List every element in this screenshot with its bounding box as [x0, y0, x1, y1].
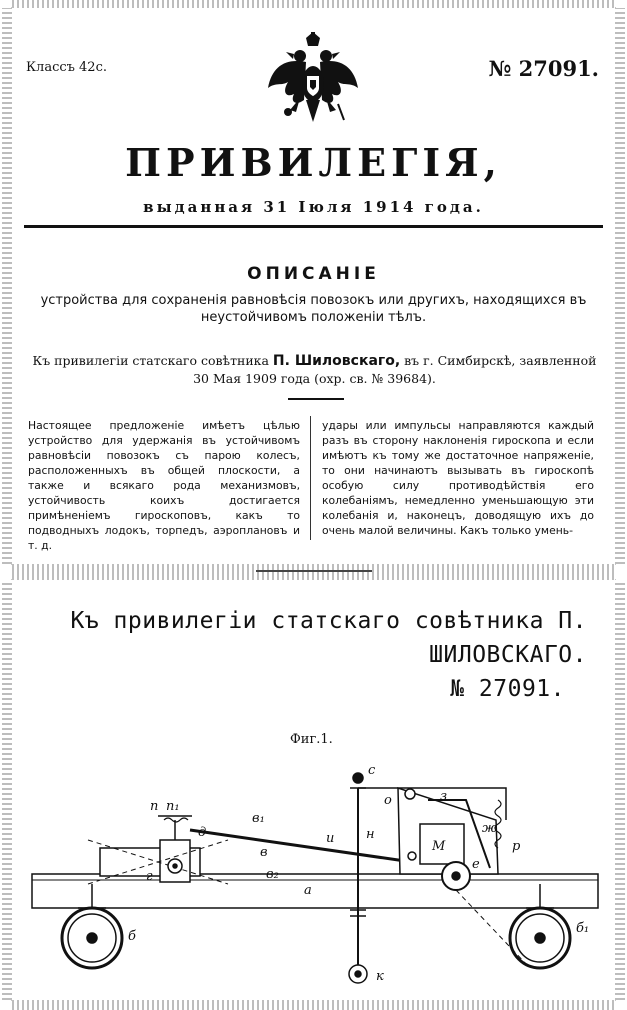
drawing-heading-line1: Къ привилегіи статскаго совѣтника П. ШИЛОВСКАГО. — [70, 608, 587, 668]
description-heading: ОПИСАНІЕ — [247, 264, 380, 284]
label-k: к — [376, 969, 384, 984]
body-text-right-column: удары или импульсы направляются каждый разъ въ сторону наклоненія гироскопа и если имѣютъ къ тому же достаточное напряженіе, то они начинаютъ вызывать въ гироскопѣ особую силу противодѣйствія его колебаніямъ, немедленно уменьшающую эти колебанія и, наконецъ, доводящую ихъ до очень малой величины. Какъ только умень- — [322, 419, 594, 537]
label-o: о — [384, 793, 392, 808]
page-separator — [256, 570, 372, 572]
header-divider — [24, 225, 603, 228]
label-n1: n₁ — [166, 799, 180, 814]
imperial-eagle-emblem — [266, 32, 360, 128]
label-g: г — [146, 869, 153, 884]
label-n: n — [150, 799, 159, 814]
label-v2: в₂ — [266, 867, 279, 882]
issue-date: выданная 31 Іюля 1914 года. — [143, 198, 484, 216]
document-title: ПРИВИЛЕГІЯ, — [125, 140, 502, 185]
applicant-info — [26, 352, 603, 388]
class-label: Классъ 42с. — [26, 60, 107, 75]
technical-drawing-fig1 — [28, 760, 603, 996]
applicant-suffix: въ г. Симбирскѣ, заявленной 30 Мая 1909 года (охр. св. № 39684). — [193, 353, 597, 386]
figure-label: Фиг.1. — [290, 732, 333, 747]
label-p: р — [512, 839, 521, 854]
drawing-heading — [60, 604, 587, 706]
label-d: д — [198, 825, 207, 840]
label-h: н — [366, 827, 375, 842]
label-v1: в₁ — [252, 811, 265, 826]
label-three: з — [440, 789, 448, 804]
label-e: е — [472, 857, 480, 872]
label-zh: ж — [482, 821, 497, 836]
patent-number: № 27091. — [488, 56, 599, 81]
section-divider — [288, 398, 344, 400]
body-text-left-column: Настоящее предложеніе имѣетъ цѣлью устройство для удержанія въ устойчивомъ равновѣсіи повозокъ съ парою колесъ, расположенныхъ въ общей плоскости, а также и всякаго рода механизмовъ, устойчивость коихъ достигается примѣненіемъ гироскоповъ, какъ то подводныхъ лодокъ, торпедъ, аэроплановъ и т. д. — [28, 419, 300, 552]
label-v: в — [260, 845, 268, 860]
label-b1: б₁ — [576, 921, 590, 936]
label-u: и — [326, 831, 335, 846]
applicant-prefix: Къ привилегіи статскаго совѣтника — [32, 353, 269, 368]
description-subtitle: устройства для сохраненія равновѣсія повозокъ или другихъ, находящихся въ неустойчивомъ положеніи тѣлъ. — [40, 293, 587, 325]
drawing-heading-line2: № 27091. — [450, 676, 565, 702]
label-b: б — [128, 929, 136, 944]
label-c: с — [368, 763, 376, 778]
label-m: М — [432, 839, 446, 854]
applicant-name: П. Шиловскаго, — [272, 353, 401, 369]
column-divider — [310, 416, 311, 540]
label-a: а — [304, 883, 312, 898]
